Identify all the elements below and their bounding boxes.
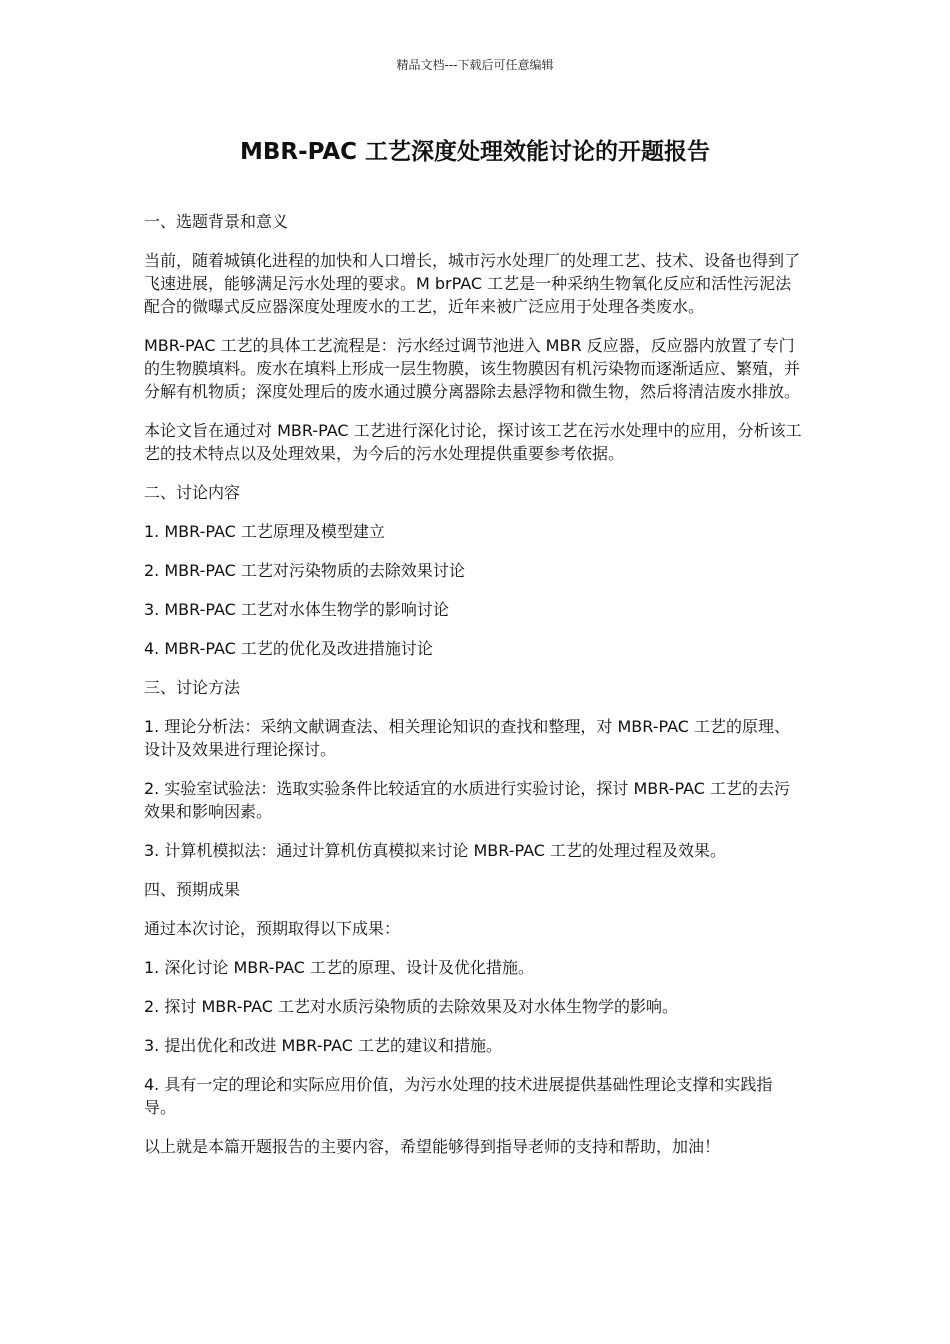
background-paragraph: 当前，随着城镇化进程的加快和人口增长，城市污水处理厂的处理工艺、技术、设备也得到了飞速进展，能够满足污水处理的要求。M brPAC 工艺是一种采纳生物氧化反应和活性污泥法配合的微曝式反应器深度处理废水的工艺，近年来被广泛应用于处理各类废水。 xyxy=(144,251,801,316)
methods-list xyxy=(144,715,804,862)
section-heading-outcomes: 四、预期成果 xyxy=(144,880,241,899)
page-header: 精品文档---下载后可任意编辑 xyxy=(396,58,554,72)
content-list xyxy=(144,520,804,660)
section-heading-background: 一、选题背景和意义 xyxy=(144,212,289,231)
list-item: 2. 实验室试验法：选取实验条件比较适宜的水质进行实验讨论，探讨 MBR-PAC 工艺的去污效果和影响因素。 xyxy=(144,779,791,821)
list-item: 2. MBR-PAC 工艺对污染物质的去除效果讨论 xyxy=(144,561,465,580)
list-item: 3. MBR-PAC 工艺对水体生物学的影响讨论 xyxy=(144,600,449,619)
list-item: 3. 提出优化和改进 MBR-PAC 工艺的建议和措施。 xyxy=(144,1036,503,1055)
outcomes-list xyxy=(144,956,804,1119)
purpose-paragraph: 本论文旨在通过对 MBR-PAC 工艺进行深化讨论，探讨该工艺在污水处理中的应用，分析该工艺的技术特点以及处理效果，为今后的污水处理提供重要参考依据。 xyxy=(144,421,802,463)
closing-paragraph: 以上就是本篇开题报告的主要内容，希望能够得到指导老师的支持和帮助，加油！ xyxy=(144,1137,721,1156)
list-item: 3. 计算机模拟法：通过计算机仿真模拟来讨论 MBR-PAC 工艺的处理过程及效果。 xyxy=(144,841,727,860)
document-title: MBR-PAC 工艺深度处理效能讨论的开题报告 xyxy=(239,139,711,165)
list-item: 4. 具有一定的理论和实际应用价值，为污水处理的技术进展提供基础性理论支撑和实践指导。 xyxy=(144,1075,773,1117)
process-flow-paragraph: MBR-PAC 工艺的具体工艺流程是：污水经过调节池进入 MBR 反应器，反应器内放置了专门的生物膜填料。废水在填料上形成一层生物膜，该生物膜因有机污染物而逐渐适应、繁殖，并分解有机物质；深度处理后的废水通过膜分离器除去悬浮物和微生物，然后将清洁废水排放。 xyxy=(144,336,801,401)
section-heading-methods: 三、讨论方法 xyxy=(144,678,241,697)
list-item: 1. 深化讨论 MBR-PAC 工艺的原理、设计及优化措施。 xyxy=(144,958,535,977)
section-heading-content: 二、讨论内容 xyxy=(144,483,241,502)
list-item: 2. 探讨 MBR-PAC 工艺对水质污染物质的去除效果及对水体生物学的影响。 xyxy=(144,997,679,1016)
list-item: 1. 理论分析法：采纳文献调查法、相关理论知识的查找和整理，对 MBR-PAC 工艺的原理、设计及效果进行理论探讨。 xyxy=(144,717,791,759)
list-item: 1. MBR-PAC 工艺原理及模型建立 xyxy=(144,522,385,541)
list-item: 4. MBR-PAC 工艺的优化及改进措施讨论 xyxy=(144,639,433,658)
outcomes-intro: 通过本次讨论，预期取得以下成果： xyxy=(144,919,401,938)
document-body xyxy=(144,210,804,1174)
